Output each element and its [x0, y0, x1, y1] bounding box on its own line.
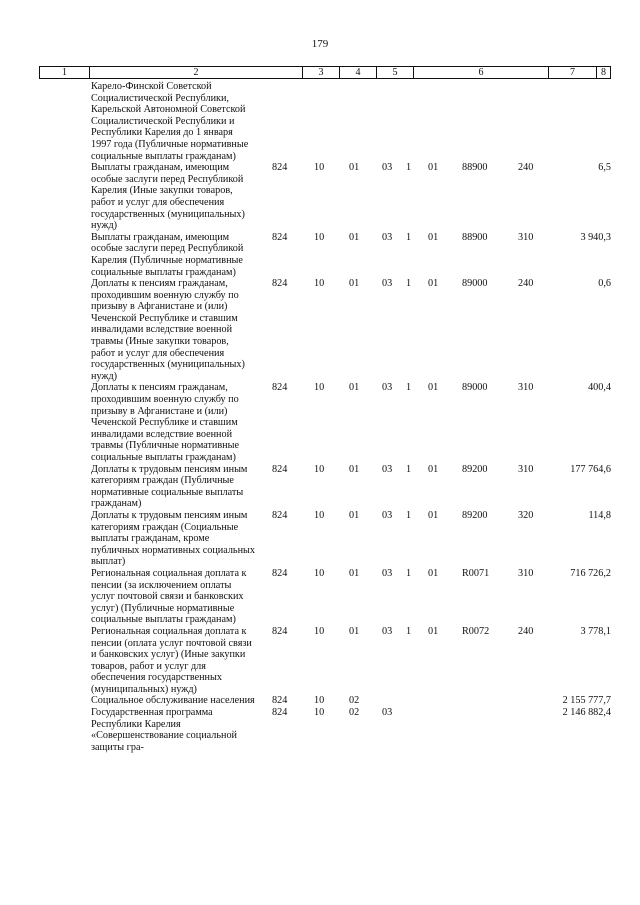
header-col-4: 4	[340, 67, 377, 78]
row-target-code-a: 03	[382, 162, 393, 174]
row-program-code: 824	[272, 509, 288, 521]
row-target-code-d: 88900	[462, 231, 488, 243]
header-col-2: 2	[90, 67, 303, 78]
row-description: Государственная программа Республики Карелия «Совершенствование социальной защиты гра-	[91, 707, 238, 753]
row-target-code-a: 03	[382, 625, 393, 637]
row-program-code: 824	[272, 695, 288, 707]
row-amount: 3 940,3	[580, 231, 611, 243]
row-target-code-c: 01	[428, 382, 439, 394]
row-expense-type-code: 310	[518, 567, 534, 579]
row-description: Доплаты к пенсиям гражданам, проходившим военную службу по призыву в Афганистане и (или) Чеченской Республике и ставшим инвалидами вследствие военной травмы (Публичные нормативные социальные выплаты гражданам)	[91, 382, 239, 463]
row-subsection-code: 01	[349, 162, 360, 174]
row-target-code-c: 01	[428, 625, 439, 637]
row-section-code: 10	[314, 382, 325, 394]
row-expense-type-code: 310	[518, 231, 534, 243]
row-program-code: 824	[272, 567, 288, 579]
row-description: Доплаты к трудовым пенсиям иным категориям граждан (Публичные нормативные социальные выплаты гражданам)	[91, 463, 248, 510]
row-subsection-code: 02	[349, 695, 360, 707]
row-program-code: 824	[272, 382, 288, 394]
row-section-code: 10	[314, 509, 325, 521]
row-description: Доплаты к пенсиям гражданам, проходившим военную службу по призыву в Афганистане и (или) Чеченской Республике и ставшим инвалидами вследствие военной травмы (Иные закупки товаров, работ и услуг для обеспечения государственных (муниципальных) нужд)	[91, 278, 245, 382]
row-target-code-c: 01	[428, 509, 439, 521]
header-col-6: 6	[414, 67, 549, 78]
row-amount: 2 146 882,4	[562, 707, 611, 719]
table-row	[39, 510, 611, 568]
row-section-code: 10	[314, 625, 325, 637]
row-amount: 0,6	[598, 278, 611, 290]
row-target-code-b: 1	[406, 162, 412, 174]
row-amount: 400,4	[588, 382, 611, 394]
header-col-5: 5	[377, 67, 414, 78]
row-target-code-b: 1	[406, 567, 412, 579]
row-subsection-code: 01	[349, 278, 360, 290]
row-target-code-a: 03	[382, 231, 393, 243]
header-col-8: 8	[601, 67, 606, 78]
header-col-7: 7	[549, 67, 597, 78]
row-target-code-a: 03	[382, 509, 393, 521]
row-subsection-code: 01	[349, 463, 360, 475]
row-expense-type-code: 240	[518, 625, 534, 637]
row-target-code-a: 03	[382, 707, 393, 719]
table-row	[39, 464, 611, 510]
row-target-code-b: 1	[406, 509, 412, 521]
row-amount: 2 155 777,7	[562, 695, 611, 707]
table-row	[39, 162, 611, 232]
row-target-code-c: 01	[428, 231, 439, 243]
table-row	[39, 382, 611, 463]
row-amount: 114,8	[588, 509, 611, 521]
row-section-code: 10	[314, 231, 325, 243]
table-row	[39, 568, 611, 626]
page-number: 179	[311, 38, 329, 50]
table-body	[39, 81, 611, 753]
row-expense-type-code: 310	[518, 463, 534, 475]
row-section-code: 10	[314, 567, 325, 579]
row-target-code-b: 1	[406, 278, 412, 290]
table-row	[39, 278, 611, 382]
row-description: Карело-Финской Советской Социалистической Республики, Карельской Автономной Советской Социалистической Республики и Республики Карелия до 1 января 1997 года (Публичные нормативные социальные выплаты гражданам)	[91, 81, 249, 162]
row-target-code-a: 03	[382, 463, 393, 475]
row-description: Выплаты гражданам, имеющим особые заслуги перед Республикой Карелия (Публичные нормативные социальные выплаты гражданам)	[91, 231, 244, 278]
row-target-code-b: 1	[406, 463, 412, 475]
row-description: Выплаты гражданам, имеющим особые заслуги перед Республикой Карелия (Иные закупки товаров, работ и услуг для обеспечения государственных (муниципальных) нужд)	[91, 162, 245, 232]
row-target-code-d: 89000	[462, 382, 488, 394]
row-subsection-code: 01	[349, 509, 360, 521]
row-expense-type-code: 320	[518, 509, 534, 521]
row-target-code-d: R0072	[462, 625, 490, 637]
row-program-code: 824	[272, 707, 288, 719]
row-description: Социальное обслуживание населения	[91, 695, 255, 707]
row-target-code-a: 03	[382, 382, 393, 394]
row-target-code-d: 89200	[462, 463, 488, 475]
row-amount: 6,5	[598, 162, 611, 174]
header-col-3: 3	[303, 67, 340, 78]
row-target-code-d: 89200	[462, 509, 488, 521]
row-expense-type-code: 240	[518, 278, 534, 290]
row-description: Региональная социальная доплата к пенсии (оплата услуг почтовой связи и банковских услуг) (Иные закупки товаров, работ и услуг для обеспечения государственных (муниципальных) нужд)	[91, 625, 252, 695]
row-subsection-code: 01	[349, 231, 360, 243]
row-subsection-code: 02	[349, 707, 360, 719]
row-target-code-c: 01	[428, 463, 439, 475]
row-amount: 177 764,6	[570, 463, 611, 475]
table-row	[39, 695, 611, 707]
row-target-code-d: R0071	[462, 567, 490, 579]
row-target-code-c: 01	[428, 162, 439, 174]
table-row	[39, 81, 611, 162]
row-target-code-a: 03	[382, 567, 393, 579]
row-subsection-code: 01	[349, 625, 360, 637]
row-target-code-b: 1	[406, 625, 412, 637]
row-program-code: 824	[272, 162, 288, 174]
row-section-code: 10	[314, 707, 325, 719]
header-col-1: 1	[40, 67, 90, 78]
row-target-code-d: 89000	[462, 278, 488, 290]
row-target-code-d: 88900	[462, 162, 488, 174]
row-target-code-a: 03	[382, 278, 393, 290]
row-description: Доплаты к трудовым пенсиям иным категориям граждан (Социальные выплаты гражданам, кроме публичных нормативных социальных выплат)	[91, 509, 255, 568]
row-subsection-code: 01	[349, 382, 360, 394]
row-program-code: 824	[272, 231, 288, 243]
budget-table	[39, 66, 611, 753]
row-program-code: 824	[272, 463, 288, 475]
row-section-code: 10	[314, 463, 325, 475]
table-row	[39, 232, 611, 278]
row-program-code: 824	[272, 625, 288, 637]
row-amount: 716 726,2	[570, 567, 611, 579]
row-section-code: 10	[314, 162, 325, 174]
row-target-code-c: 01	[428, 567, 439, 579]
table-row	[39, 626, 611, 696]
row-expense-type-code: 240	[518, 162, 534, 174]
table-header-row	[39, 66, 611, 79]
row-target-code-b: 1	[406, 382, 412, 394]
row-amount: 3 778,1	[580, 625, 611, 637]
row-expense-type-code: 310	[518, 382, 534, 394]
row-description: Региональная социальная доплата к пенсии (за исключением оплаты услуг почтовой связи и банковских услуг) (Публичные нормативные социальные выплаты гражданам)	[91, 567, 247, 626]
row-section-code: 10	[314, 278, 325, 290]
row-program-code: 824	[272, 278, 288, 290]
row-subsection-code: 01	[349, 567, 360, 579]
row-section-code: 10	[314, 695, 325, 707]
table-row	[39, 707, 611, 753]
row-target-code-c: 01	[428, 278, 439, 290]
row-target-code-b: 1	[406, 231, 412, 243]
